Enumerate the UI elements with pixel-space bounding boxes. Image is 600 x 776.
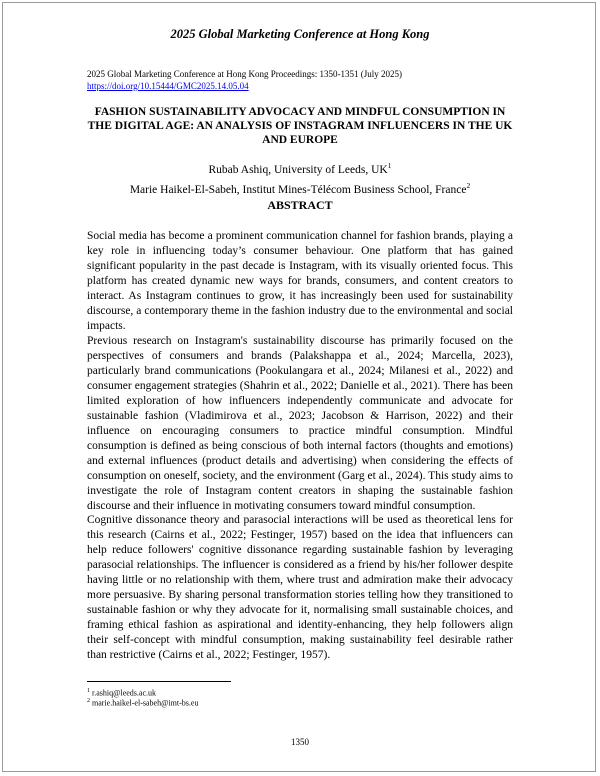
author-1-footnote-mark: 1 bbox=[387, 161, 392, 170]
footnote-2 bbox=[87, 696, 198, 709]
abstract-paragraph-3: Cognitive dissonance theory and parasocial interactions will be used as theoretical lens for this research (Cairns et al., 2022; Festinger, 1957) based on the idea that influencers can help reduce followers' cognitive dissonance regarding sustainable fashion by leveraging parasocial relationships. The influencer is considered as a friend by his/her follower despite having little or no relationship with them, where trust and admiration make their advocacy more persuasive. By sharing personal transformation stories telling how they transitioned to sustainable fashion or why they advocate for it, normalising small sustainable choices, and framing ethical fashion as aspirational and identity-enhancing, they help followers align their self-concept with mindful consumption, making sustainability feel desirable rather than restrictive (Cairns et al., 2022; Festinger, 1957). bbox=[87, 514, 513, 661]
proceedings-info bbox=[87, 68, 402, 92]
page-number: 1350 bbox=[291, 737, 309, 747]
paper-title: FASHION SUSTAINABILITY ADVOCACY AND MINDFUL CONSUMPTION IN THE DIGITAL AGE: AN ANALYSIS OF INSTAGRAM INFLUENCERS IN THE UK AND EUROPE bbox=[87, 106, 513, 146]
footnote-divider bbox=[87, 681, 231, 682]
abstract-paragraph-2: Previous research on Instagram's sustainability discourse has primarily focused on the perspectives of consumers and brands (Palakshappa et al., 2024; Marcella, 2023), particularly brand communications (Pookulangara et al., 2024; Milanesi et al., 2022) and consumer engagement strategies (Shahrin et al., 2022; Danielle et al., 2021). There has been limited exploration of how influencers independently communicate and advocate for sustainable fashion (Vladimirova et al., 2023; Jacobson & Harrison, 2022) and their influence on encouraging consumers to practice mindful consumption. Mindful consumption is defined as being conscious of both internal factors (thoughts and emotions) and external influences (product details and advertising) when considering the effects of consumption on oneself, society, and the environment (Garg et al., 2024). This study aims to investigate the role of Instagram content creators in shaping the sustainable fashion discourse and their influence in motivating consumers toward mindful consumption. bbox=[87, 335, 513, 512]
proceedings-citation: 2025 Global Marketing Conference at Hong Kong Proceedings: 1350-1351 (July 2025) bbox=[87, 69, 402, 79]
running-head: 2025 Global Marketing Conference at Hong Kong bbox=[170, 27, 430, 41]
footnote-2-mark: 2 bbox=[87, 698, 90, 704]
author-2-text: Marie Haikel-El-Sabeh, Institut Mines-Télécom Business School, France bbox=[129, 183, 467, 196]
author-list bbox=[87, 158, 513, 198]
author-1 bbox=[87, 158, 513, 178]
footnote-2-email: marie.haikel-el-sabeh@imt-bs.eu bbox=[92, 698, 199, 708]
abstract-paragraph-1: Social media has become a prominent communication channel for fashion brands, playing a key role in influencing today’s consumer behaviour. One platform that has gained significant popularity in the past decade is Instagram, with its visually oriented focus. This platform has created dynamic new ways for brands, consumers, and content creators to interact. As Instagram continues to grow, it has increasingly been used for sustainability discourse, a contemporary theme in the fashion industry due to the environmental and social impacts. bbox=[87, 230, 513, 332]
author-1-text: Rubab Ashiq, University of Leeds, UK bbox=[208, 163, 388, 176]
author-2-footnote-mark: 2 bbox=[466, 180, 471, 190]
footnote-1-mark: 1 bbox=[87, 688, 90, 694]
abstract-heading: ABSTRACT bbox=[267, 198, 333, 212]
doi-link[interactable]: https://doi.org/10.15444/GMC2025.14.05.04 bbox=[87, 81, 249, 91]
author-2 bbox=[87, 178, 513, 198]
footnote-1-email: r.ashiq@leeds.ac.uk bbox=[92, 688, 157, 698]
